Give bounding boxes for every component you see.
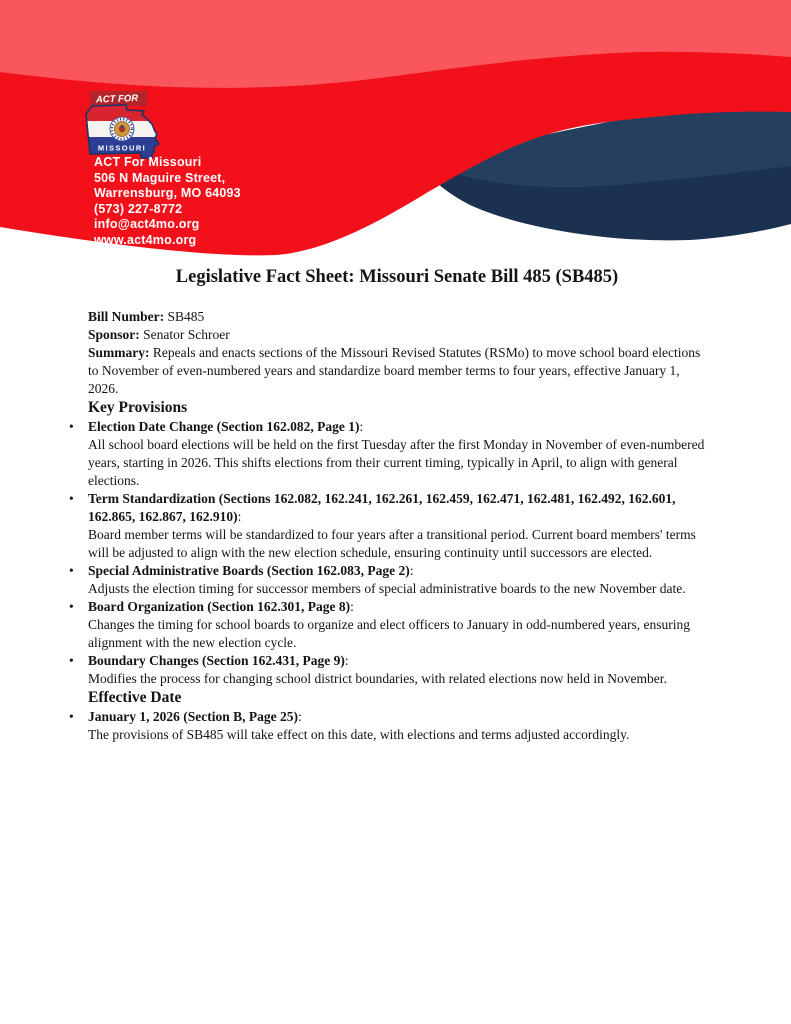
bullet-body: Adjusts the election timing for successor members of special administrative boards to the new November date. <box>88 581 686 596</box>
bullet-body: Modifies the process for changing school district boundaries, with related elections now held in November. <box>88 671 667 686</box>
bullet-colon: : <box>237 509 242 524</box>
bullet-colon: : <box>409 563 414 578</box>
sponsor-line <box>88 326 706 344</box>
sponsor-label: Sponsor: <box>88 327 140 342</box>
bill-number-value: SB485 <box>167 309 205 324</box>
effective-date-list <box>88 708 706 744</box>
list-item <box>88 598 706 652</box>
bullet-body: All school board elections will be held on the first Tuesday after the first Monday in November of even-numbered years, starting in 2026. This shifts elections from their current timing, typically in April, to align with general elections. <box>88 437 705 488</box>
contact-street: 506 N Maguire Street, <box>94 170 226 185</box>
bullet-body: Changes the timing for school boards to organize and elect officers to January in odd-numbered years, ensuring alignment with the new election cycle. <box>88 617 690 650</box>
summary-line <box>88 344 706 398</box>
contact-city: Warrensburg, MO 64093 <box>94 186 241 200</box>
bullet-head: Term Standardization (Sections 162.082, 162.241, 162.261, 162.459, 162.471, 162.481, 162.492, 162.601, 162.865, 162.867, 162.910) <box>88 491 676 524</box>
bullet-head: Special Administrative Boards (Section 162.083, Page 2) <box>88 563 410 578</box>
summary-label: Summary: <box>88 345 150 360</box>
bullet-colon: : <box>344 653 349 668</box>
logo-banner-text: ACT FOR <box>95 93 139 106</box>
document-body <box>88 0 706 744</box>
section-heading-effective-date: Effective Date <box>88 689 182 706</box>
bill-number-line <box>88 308 706 326</box>
page-title: Legislative Fact Sheet: Missouri Senate Bill 485 (SB485) <box>175 267 619 287</box>
list-item <box>88 418 706 490</box>
logo-state-text: MISSOURI <box>97 143 147 153</box>
list-item <box>88 652 706 688</box>
bullet-body: The provisions of SB485 will take effect on this date, with elections and terms adjusted accordingly. <box>88 727 630 742</box>
bullet-body: Board member terms will be standardized to four years after a transitional period. Current board members' terms will be adjusted to align with the new election schedule, ensuring continuity until successors are elected. <box>88 527 696 560</box>
list-item <box>88 490 706 562</box>
bullet-colon: : <box>350 599 354 614</box>
bullet-head: Board Organization (Section 162.301, Page 8) <box>88 599 351 614</box>
list-item <box>88 708 706 744</box>
bullet-colon: : <box>359 419 364 434</box>
key-provisions-list <box>88 418 706 688</box>
contact-phone: (573) 227-8772 <box>94 201 183 216</box>
bullet-head: Election Date Change (Section 162.082, Page 1) <box>88 419 360 434</box>
bullet-colon: : <box>298 709 302 724</box>
bullet-head: January 1, 2026 (Section B, Page 25) <box>88 709 298 724</box>
sponsor-value: Senator Schroer <box>143 327 230 342</box>
bill-meta-block <box>88 308 706 398</box>
contact-email: info@act4mo.org <box>94 217 200 231</box>
summary-value: Repeals and enacts sections of the Missouri Revised Statutes (RSMo) to move school board elections to November of even-numbered years and standardize board member terms to four years, effective January 1, 2026. <box>88 345 701 396</box>
contact-website: www.act4mo.org <box>94 232 197 247</box>
list-item <box>88 562 706 598</box>
contact-org-name: ACT For Missouri <box>94 155 202 169</box>
bullet-head: Boundary Changes (Section 162.431, Page 9) <box>88 653 345 668</box>
section-heading-key-provisions: Key Provisions <box>88 399 188 416</box>
bill-number-label: Bill Number: <box>88 309 165 324</box>
